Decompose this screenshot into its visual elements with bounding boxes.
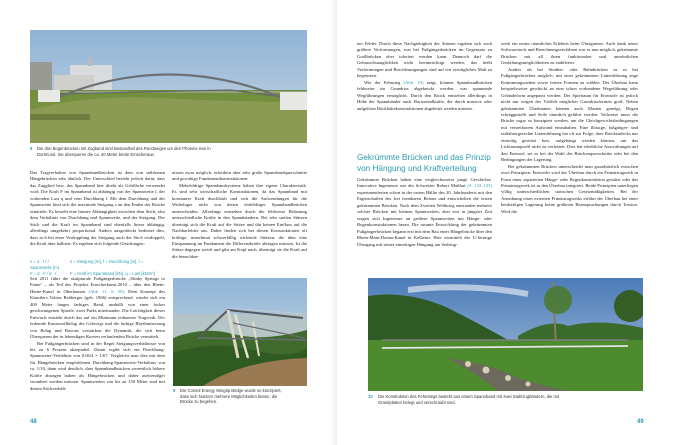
right-page-column-2 bbox=[501, 41, 638, 261]
paragraph-text: Seit 2011 führt die skulpturale Fußgängerbrücke „Slinky Springs to Fame“ – als Teil des Projekts Emscherkunst.2010 – über den Rhein-Herne-Kanal in Oberhausen bbox=[30, 276, 165, 294]
page-reference-link[interactable]: (S. 132–133) bbox=[467, 183, 492, 189]
right-page-column-1 bbox=[357, 41, 492, 148]
figure-reference-link[interactable]: (Abb. 11, S. 50) bbox=[88, 288, 124, 294]
figure-reference-link[interactable]: (Abb. 10) bbox=[403, 79, 424, 85]
section-heading bbox=[357, 153, 497, 174]
figure-8-caption-text: Die drei Bogenbrücken mit Zugband sind Bestandteil des Rundweges um den Phoenix-See in Dortmund. Sie überqueren die ca. 40 Meter breite Emscheraue. bbox=[37, 146, 211, 157]
paragraph: werk ein neues räumliches Erlebnis beim Übergueren. Auch dank neuer Softwaretools und Berechnungsverfahren war es nun möglich, gekrümmte Brücken mit all ihren funktionalen und ansehnlichen Gestaltungsmöglichkeiten zu etablieren. bbox=[501, 41, 638, 66]
paragraph: Mehrfeldrige Spannbandsysteme haben ihre eigene Charakteristik. Es sind sehr wirtschaftliche Konstruktionen, da das Spannband mit konstanter Kraft durchläuft und sich die Aufwendungen für die Widerlager nicht von denen einfeldriger Spannbandbrücken unterscheiden. Allerdings entstehen durch die feldweise Belastung unterschiedliche Kräfte in den Spannbändern. Bei sehr steifen Stützen überträgt sich die Kraft auf die Stütze und übt keinen Einfluss auf die Nachbarfelder aus. Daher finden sich bei diesen Konstruktionen oft kräftige, manchmal schwerfällig wirkende Stützen, die über eine Einspannung im Fundament die Differenzkräfte abtragen müssen. Ist die Stütze dagegen weich und gibt am Kopf nach, überträgt sie die Kraft auf die benachbar- bbox=[172, 182, 307, 259]
right-page-column-1-continued bbox=[357, 177, 492, 259]
figure-9-number: 9 bbox=[173, 388, 176, 393]
paragraph: ten Felder. Durch diese Nachgiebigkeit der Stützen ergeben sich auch größere Verformungen, was bei Fußgängerbrücken im Gegensatz zu Großbrücken eher toleriert werden kann. Dennoch darf die Gebrauchstauglichkeit nicht beeinträchtigt werden, das heißt Verformungen und Beschleunigungen sind auf ein verträgliches Maß zu begrenzen. bbox=[357, 41, 492, 79]
paragraph bbox=[30, 276, 165, 341]
page-number-right: 49 bbox=[637, 419, 644, 425]
equation-legend: F = Kraft im Spannband [kN], q = Last [kN/m²] bbox=[70, 271, 155, 276]
paragraph: Das Tragverhalten von Spannbandbrücken ist dem von stählernen Hängebrücken sehr ähnlich. Der Unterschied besteht jedoch darin, dass das Zugglied bzw. das Spannband hier direkt als Gehfläche verwendet wird. Die Kraft F im Spannband ist abhängig von der Spannweite l, der wirkenden Last q und vom Durchhang f. Mit dem Durchhang und der Spannweite lässt sich die maximale Steigung s an den Enden der Brücke ermitteln. Es besteht eine lineare Abhängigkeit zwischen dem Stich, also dem Verhältnis von Durchhang und Spannweite, und der Steigung. Der Stich und die Kraft im Spannband sind ebenfalls linear abhängig, allerdings umgekehrt proportional. Anders ausgedrückt bedeutet dies, dass sich bei einer Verdopplung der Steigung auch der Stich verdoppelt, die Kraft aber halbiert. Es ergeben sich folgende Gleichungen: bbox=[30, 170, 165, 246]
paragraph bbox=[357, 80, 492, 112]
wingtip-bridge-image bbox=[173, 278, 307, 386]
paragraph: Bei Fußgängerbrücken sind in der Regel Steigungsverhältnisse von bis zu 6 Prozent akzeptabel. Damit ergibt sich ein Durchhang-Spannweite-Verhältnis von 0,06/4 = 1/67. Vergleicht man dies mit dem für Hängebrücken empfohlenen Durchhang-Spannweite-Verhältnis von ca. 1/10, dann wird deutlich, dass Spannbandbrücken wesentlich höhere Kräfte abtragen haben als Hängebrücken und daher aufwendiger verankert werden müssen. Spannweiten von bis zu 150 Meter sind mit diesen Stichverhält- bbox=[30, 340, 165, 391]
figure-10-caption-text: Die Konstruktion des Fehnstegs besteht aus einem Spannband mit zwei Stahlzugbändern, die mit Granitplatten belegt und verschraubt sind. bbox=[378, 394, 560, 405]
left-page bbox=[0, 0, 337, 445]
equation-steigung bbox=[30, 259, 165, 271]
paragraph-text: Wie der Fehnsteg bbox=[364, 79, 404, 85]
arch-bridge-image bbox=[30, 30, 307, 143]
paragraph bbox=[357, 177, 492, 248]
figure-9-photo bbox=[173, 278, 307, 386]
figure-9-caption-text: Die Consol Energy Wingtip Bridge wurde so konzipiert, dass sich Nutzern mehrere Möglichkeiten bieten, die Brücke zu begehen. bbox=[180, 388, 282, 405]
figure-8-number: 8 bbox=[30, 146, 33, 151]
left-page-column-1-continued bbox=[30, 276, 165, 412]
figure-8-photo bbox=[30, 30, 307, 143]
paragraph: Anders als bei Straßen- oder Bahnbrücken ist es bei Fußgängerbrücken möglich, mit einer gekrümmten Linienführung enge Krümmungsradien sowie freiere Formen zu wählen. Der Überbau kann beispielsweise geschickt an eine schon vorhandene Wegeführung oder Geländeform angepasst werden. Der Spielraum für Entwürfe ist jedoch nicht nur wegen der Vielfalt möglicher Grundrissformen groß: Neben gekrümmten Überbauten können auch Masten geneigt, Bögen schräggestellt und Seile räumlich geführt werden. Teilweise muss die Brücke sogar so konzipiert werden, um die Gleichgewichtsbedingungen mit vertretbarem Aufwand einzuhalten. Eine flüssige, fußgänger- und radfahrergerechte Linienführung hat oft zur Folge, dass Brückendecks nur einseitig gestützt bzw. aufgehängt werden können, um das Lichtraumprofil nicht zu verletzen. Dies hat erhebliche Auswirkungen auf den Entwurf, sei es bei der Wahl des Brückenquerschnitts oder bei den Bedingungen der Lagerung. bbox=[501, 66, 638, 163]
equations bbox=[30, 259, 165, 277]
section-heading-line-1: Gekrümmte Brücken und das Prinzip bbox=[357, 153, 491, 162]
figure-10-caption bbox=[368, 394, 568, 405]
figure-10-photo bbox=[368, 278, 643, 391]
figure-10-number: 10 bbox=[368, 394, 373, 399]
figure-9-caption bbox=[173, 388, 283, 405]
equation-lhs: F = q · l² / 8 · f bbox=[30, 271, 57, 276]
fehnsteg-bridge-image bbox=[368, 278, 643, 391]
left-page-column-1 bbox=[30, 170, 165, 260]
left-page-column-2 bbox=[172, 170, 307, 274]
paragraph: Bei gekrümmten Brücken unterscheidet man grundsätzlich zwischen zwei Prinzipien: Entweder wird der Überbau durch ein Primärtragwerk in Form einer separierten Hänge- oder Bogenkonstruktion gestützt oder das Primärtragwerk ist in den Überbau integriert. Beide Prinzipien unterliegen völlig unterschiedlichen statischen Gesetzmäßigkeiten. Bei der Anordnung eines externen Primärtragwerks erfährt der Überbau bei einer beidseitigen Lagerung keine größeren Beanspruchungen durch Torsion. Wird die bbox=[501, 163, 638, 214]
figure-8-caption bbox=[30, 146, 230, 157]
paragraph: nissen zwar möglich, erfordern aber sehr große Spannbandquerschnitte und gewaltige Fundamentkonstruktionen. bbox=[172, 170, 307, 182]
paragraph-text: Gekrümmte Brücken haben eine vergleichsweise junge Geschichte. Innovative Ingenieure wie der Schweizer Robert Maillart bbox=[357, 177, 492, 189]
equation-lhs: s = 4 · f / l bbox=[30, 259, 49, 264]
paragraph-text: zeigt, können Spannbandbrücken feldweise im Grundriss abgeknickt werden, was spannende Wegführungen ermöglicht. Durch den Knick entstehen allerdings in Höhe der Spannbänder auch Horizontalkräfte, die durch massive oder aufgelöste Rückhaltekonstruktionen abgeleitet werden müssen. bbox=[357, 79, 492, 111]
right-page bbox=[337, 0, 675, 445]
page-number-left: 48 bbox=[30, 419, 37, 425]
section-heading-line-2: von Hängung und Kraftverteilung bbox=[357, 163, 477, 173]
paragraph-text: . Dem Konzept des Künstlers Tobias Rehberger (geb. 1966) entsprechend, windet sich ein 400 Meter langes farbiges Band, umhüllt von einer locker geschwungenen Spirale, zwei Parks miteinander. Die Leichtigkeit dieses Entwurfs entsteht durch das auf ein Minimum reduzierte Tragwerk. Der federnde Kunststoffbelag des Gehwegs und die farbige Rhythmisierung von Belag und Ravons verstärken die Dynamik, die sich beim Überqueren der in lebendigen Kurven verlaufenden Brücke vermittelt. bbox=[30, 288, 165, 340]
paragraph-text: experimentierten schon in der ersten Hälfte des 20. Jahrhunderts mit den Eigenschaften des frei formbaren Betons und entwickelten die ersten gekrümmten Brücken. Nach dem Zweiten Weltkrieg entstanden mehrere solcher Brücken mit kleinen Spannweiten, aber erst in jüngster Zeit wagen sich Ingenieure an größere Spannweiten mit Hänge- oder Bogenkonstruktionen heran. Die rasante Entwicklung der gekrümmten Fußgängerbrücken begann erst mit dem Bau einer Hängebrücke über den Rhein-Main-Donau-Kanal in Kelheim: Hier vermittelt der U-förmige Übergang mit seiner einseitigen Hängung am Seilring- bbox=[357, 189, 492, 247]
equation-legend: s = Steigung [%], f = Durchhang [m], l = Spannweite [m] bbox=[30, 259, 144, 270]
